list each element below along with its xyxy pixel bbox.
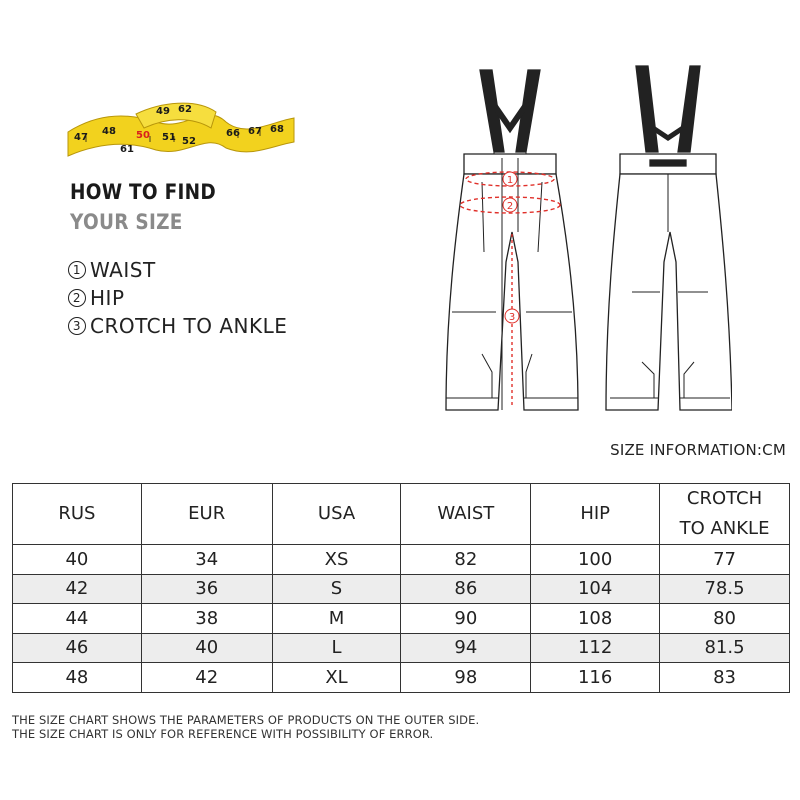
marker-waist: 1 bbox=[506, 175, 514, 186]
size-table bbox=[12, 483, 790, 693]
table-row bbox=[13, 633, 790, 663]
header-line: TO ANKLE bbox=[679, 518, 770, 539]
cell-rus: 40 bbox=[13, 545, 142, 575]
tape-number: 51 bbox=[162, 132, 176, 143]
cell-crotch-to-ankle: 83 bbox=[660, 663, 790, 693]
column-header-usa: USA bbox=[272, 484, 401, 545]
measure-label: WAIST bbox=[90, 258, 156, 282]
cell-usa: M bbox=[272, 604, 401, 634]
cell-waist: 86 bbox=[401, 574, 531, 604]
heading-your-size: YOUR SIZE bbox=[70, 210, 183, 234]
marker-crotch-to-ankle: 3 bbox=[508, 312, 516, 323]
disclaimer-line: THE SIZE CHART IS ONLY FOR REFERENCE WITH POSSIBILITY OF ERROR. bbox=[12, 727, 434, 741]
cell-rus: 44 bbox=[13, 604, 142, 634]
table-header-row bbox=[13, 484, 790, 545]
circled-number: 3 bbox=[68, 317, 86, 335]
cell-rus: 48 bbox=[13, 663, 142, 693]
tape-number: 50 bbox=[136, 130, 150, 141]
measure-item-hip bbox=[68, 284, 287, 312]
cell-waist: 94 bbox=[401, 633, 531, 663]
table-row bbox=[13, 574, 790, 604]
table-row bbox=[13, 663, 790, 693]
cell-hip: 116 bbox=[531, 663, 660, 693]
measure-label: CROTCH TO ANKLE bbox=[90, 314, 288, 338]
cell-crotch-to-ankle: 78.5 bbox=[660, 574, 790, 604]
pants-diagram bbox=[432, 62, 732, 422]
table-row bbox=[13, 545, 790, 575]
tape-number: 52 bbox=[182, 136, 196, 147]
measure-label: HIP bbox=[90, 286, 125, 310]
tape-number: 66 bbox=[226, 128, 240, 139]
heading-how-to-find: HOW TO FIND bbox=[70, 180, 216, 204]
cell-crotch-to-ankle: 81.5 bbox=[660, 633, 790, 663]
header-line: CROTCH bbox=[686, 488, 763, 509]
circled-number: 1 bbox=[68, 261, 86, 279]
marker-hip: 2 bbox=[506, 201, 514, 212]
column-header-hip: HIP bbox=[531, 484, 660, 545]
disclaimer-line: THE SIZE CHART SHOWS THE PARAMETERS OF PRODUCTS ON THE OUTER SIDE. bbox=[12, 713, 480, 727]
tape-number: 62 bbox=[178, 104, 192, 115]
column-header-eur: EUR bbox=[141, 484, 272, 545]
size-unit-note: SIZE INFORMATION:CM bbox=[610, 441, 786, 459]
tape-number: 47 bbox=[74, 132, 88, 143]
cell-usa: S bbox=[272, 574, 401, 604]
cell-rus: 42 bbox=[13, 574, 142, 604]
measure-list bbox=[68, 256, 287, 340]
cell-crotch-to-ankle: 77 bbox=[660, 545, 790, 575]
cell-hip: 112 bbox=[531, 633, 660, 663]
cell-eur: 38 bbox=[141, 604, 272, 634]
circled-number: 2 bbox=[68, 289, 86, 307]
measuring-tape-icon bbox=[66, 92, 296, 164]
measure-item-crotch-to-ankle bbox=[68, 312, 287, 340]
pants-back-drawing bbox=[606, 66, 732, 410]
cell-usa: L bbox=[272, 633, 401, 663]
cell-waist: 90 bbox=[401, 604, 531, 634]
disclaimer-notes bbox=[12, 713, 479, 741]
tape-number: 68 bbox=[270, 124, 284, 135]
table-row bbox=[13, 604, 790, 634]
tape-number: 49 bbox=[156, 106, 170, 117]
tape-number: 67 bbox=[248, 126, 262, 137]
cell-eur: 36 bbox=[141, 574, 272, 604]
tape-number: 61 bbox=[120, 144, 134, 155]
cell-waist: 82 bbox=[401, 545, 531, 575]
cell-usa: XL bbox=[272, 663, 401, 693]
cell-eur: 42 bbox=[141, 663, 272, 693]
column-header-rus: RUS bbox=[13, 484, 142, 545]
cell-hip: 108 bbox=[531, 604, 660, 634]
cell-rus: 46 bbox=[13, 633, 142, 663]
cell-eur: 40 bbox=[141, 633, 272, 663]
cell-crotch-to-ankle: 80 bbox=[660, 604, 790, 634]
cell-usa: XS bbox=[272, 545, 401, 575]
column-header-waist: WAIST bbox=[401, 484, 531, 545]
column-header-crotch-to-ankle bbox=[660, 484, 790, 545]
cell-eur: 34 bbox=[141, 545, 272, 575]
tape-number: 48 bbox=[102, 126, 116, 137]
measure-item-waist bbox=[68, 256, 287, 284]
cell-hip: 100 bbox=[531, 545, 660, 575]
cell-waist: 98 bbox=[401, 663, 531, 693]
cell-hip: 104 bbox=[531, 574, 660, 604]
